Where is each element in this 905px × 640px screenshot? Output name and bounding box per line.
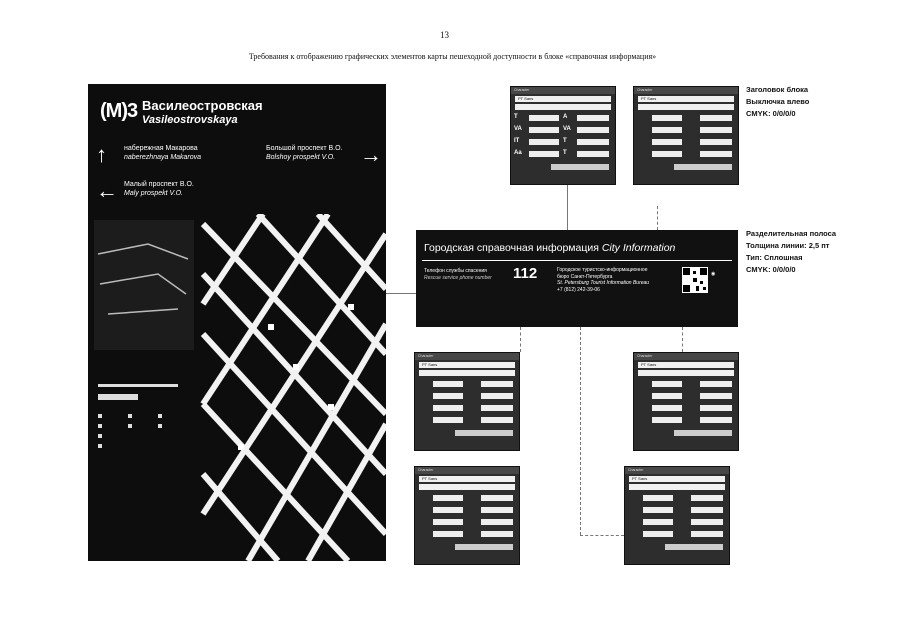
station-board: [88, 84, 386, 561]
connector-bottom-mid: [580, 327, 581, 535]
panel-title: Character: [625, 467, 729, 474]
font-style-field[interactable]: [419, 370, 515, 376]
tracking-field[interactable]: [577, 127, 609, 133]
qr-code-icon: [682, 267, 708, 293]
note-divider-2: Толщина линии: 2,5 пт: [746, 241, 830, 250]
panel-title: Character: [634, 87, 738, 94]
direction-1-ru: набережная Макарова: [124, 145, 198, 152]
tourism-logo-icon: ◉: [711, 271, 716, 277]
connector-bottom-left: [520, 327, 521, 352]
emergency-label: [424, 268, 492, 282]
font-family-field[interactable]: PT Sans: [638, 362, 734, 368]
font-family-field[interactable]: PT Sans: [419, 476, 515, 482]
emergency-number: 112: [513, 265, 538, 282]
tourist-bureau: [557, 267, 649, 293]
note-header-3: CMYK: 0/0/0/0: [746, 109, 796, 118]
character-panel-4: [633, 352, 739, 451]
tourist-phone: +7 (812) 242-39-06: [557, 286, 600, 293]
arrow-up-icon: ↑: [96, 142, 107, 167]
vscale-field[interactable]: [529, 139, 559, 145]
emergency-en: Rescue service phone number: [424, 275, 492, 281]
font-family-field[interactable]: PT Sans: [419, 362, 515, 368]
connector-bottom-right: [682, 327, 683, 352]
language-field[interactable]: [551, 164, 609, 170]
arrow-left-icon: ←: [96, 178, 118, 203]
font-style-field[interactable]: [515, 104, 611, 110]
font-family-field[interactable]: PT Sans: [515, 96, 611, 102]
panel-title: Character: [511, 87, 615, 94]
note-divider-1: Разделительная полоса: [746, 229, 837, 238]
font-family-field[interactable]: PT Sans: [638, 96, 734, 102]
character-panel-6: [624, 466, 730, 565]
leading-field[interactable]: [577, 115, 609, 121]
station-name-ru: Василеостровская: [142, 98, 263, 113]
kerning-field[interactable]: [529, 127, 559, 133]
note-header-2: Выключка влево: [746, 97, 810, 106]
skew-field[interactable]: [577, 151, 609, 157]
direction-2: [266, 144, 342, 162]
direction-1: [124, 144, 201, 162]
page-number: 13: [440, 30, 449, 40]
info-divider: [422, 260, 732, 261]
document-title: Требования к отображению графических элементов карты пешеходной доступности в блоке «справочная информация»: [248, 52, 657, 61]
note-header-1: Заголовок блока: [746, 85, 809, 94]
baseline-field[interactable]: [529, 151, 559, 157]
hscale-field[interactable]: [577, 139, 609, 145]
tourist-en: St. Petersburg Tourist Information Bureau: [557, 280, 650, 286]
character-panel-5: [414, 466, 520, 565]
info-heading-en: City Information: [601, 242, 676, 254]
font-family-field[interactable]: PT Sans: [629, 476, 725, 482]
city-info-block: [416, 230, 738, 327]
connector-top: [567, 184, 568, 230]
direction-3: [124, 180, 194, 198]
station-name-en: Vasileostrovskaya: [142, 114, 238, 126]
direction-3-ru: Малый проспект В.О.: [124, 181, 194, 188]
font-style-field[interactable]: [638, 104, 734, 110]
metro-line-logo: (М)3: [100, 100, 138, 122]
panel-title: Character: [415, 353, 519, 360]
font-style-field[interactable]: [629, 484, 725, 490]
direction-2-en: Bolshoy prospekt V.O.: [266, 154, 336, 161]
note-header: [746, 84, 809, 120]
font-style-field[interactable]: [419, 484, 515, 490]
direction-1-en: naberezhnaya Makarova: [124, 154, 202, 161]
note-divider: [746, 228, 836, 276]
font-style-field[interactable]: [638, 370, 734, 376]
note-divider-3: Тип: Сплошная: [746, 253, 803, 262]
connector-bottom-h: [580, 535, 624, 536]
emergency-ru: Телефон службы спасения: [424, 268, 487, 274]
character-panel-2: [633, 86, 739, 185]
info-heading-ru: Городская справочная информация: [424, 242, 599, 254]
connector-board: [386, 293, 416, 294]
direction-2-ru: Большой проспект В.О.: [266, 145, 343, 152]
connector-top-right: [657, 206, 658, 230]
note-divider-4: CMYK: 0/0/0/0: [746, 265, 796, 274]
tourist-ru-2: бюро Санкт-Петербурга: [557, 273, 613, 280]
walking-map: [88, 214, 386, 561]
character-panel-3: [414, 352, 520, 451]
panel-title: Character: [634, 353, 738, 360]
tourist-ru-1: Городское туристско-информационное: [557, 267, 648, 273]
size-field[interactable]: [529, 115, 559, 121]
arrow-right-icon: →: [360, 142, 382, 167]
info-heading: [424, 242, 675, 254]
character-panel-1: Character PT Sans T A VA VA IT T Aa T: [510, 86, 616, 185]
direction-3-en: Maly prospekt V.O.: [124, 190, 184, 197]
panel-title: Character: [415, 467, 519, 474]
